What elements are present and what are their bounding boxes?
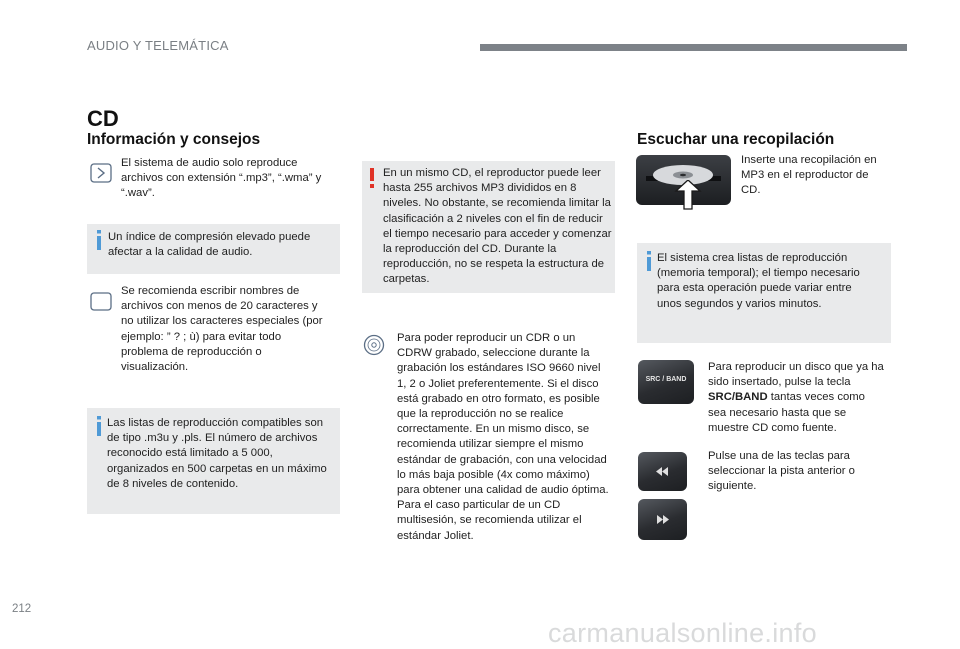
info-text-2: Las listas de reproducción compatibles son de tipo .m3u y .pls. El número de archivos reconocido está limitado a 5 000, organizados en 500 carpetas en un máximo de 8 niveles de contenido. bbox=[107, 417, 327, 490]
warning-text: En un mismo CD, el reproductor puede leer hasta 255 archivos MP3 divididos en 8 niveles. No obstante, se recomienda limitar la clasificación a 2 niveles con el fin de reducir el tiempo necesario para acceder y comenzar la reproducción del CD. Durante la reproducción, no se respeta la estructura de carpetas. bbox=[383, 167, 612, 286]
right-heading: Escuchar una recopilación bbox=[637, 131, 835, 148]
src-band-label: SRC / BAND bbox=[645, 376, 687, 383]
info-text-1: Un índice de compresión elevado puede afectar a la calidad de audio. bbox=[108, 231, 311, 259]
play-icon bbox=[90, 163, 112, 183]
src-band-button[interactable] bbox=[638, 360, 694, 404]
disc-icon bbox=[363, 334, 385, 356]
screen-icon bbox=[90, 292, 112, 312]
src-text-after: tantas veces como sea necesario hasta que se muestre CD como fuente. bbox=[708, 391, 865, 434]
insert-arrow-icon bbox=[673, 180, 703, 210]
rewind-icon bbox=[638, 452, 687, 491]
info-icon bbox=[95, 230, 103, 250]
watermark: carmanualsonline.info bbox=[548, 618, 817, 648]
previous-track-button[interactable] bbox=[638, 452, 687, 491]
middle-p3: Para poder reproducir un CDR o un CDRW grabado, seleccione durante la grabación los estándares ISO 9660 nivel 1, 2 o Joliet preferentemente. Si el disco está grabado en otro formato, es posible que la reproducción no se realice correctamente. En un mismo disco, se recomienda utilizar siempre el mismo estándar de grabación, con una velocidad lo más baja posible (4x como máximo) para obtener una calidad de audio óptima. Para el caso particular de un CD multisesión, se recomienda utilizar el estándar Joliet. bbox=[397, 332, 609, 542]
page-number: 212 bbox=[12, 603, 32, 615]
warning-icon bbox=[368, 168, 376, 188]
info-box-1 bbox=[87, 224, 340, 274]
left-p1: El sistema de audio solo reproduce archivos con extensión “.mp3”, “.wma” y “.wav”. bbox=[121, 157, 322, 200]
right-src-text bbox=[708, 360, 884, 436]
src-key-name: SRC/BAND bbox=[708, 391, 768, 404]
header-bar bbox=[480, 44, 907, 51]
right-track-text: Pulse una de las teclas para seleccionar la pista anterior o siguiente. bbox=[708, 450, 855, 493]
page-title: CD bbox=[87, 106, 119, 131]
warning-box bbox=[362, 161, 615, 293]
src-text-before: Para reproducir un disco que ya ha sido insertado, pulse la tecla bbox=[708, 361, 884, 389]
info-icon bbox=[645, 251, 653, 271]
section-header: AUDIO Y TELEMÁTICA bbox=[87, 38, 229, 53]
right-p1: Inserte una recopilación en MP3 en el reproductor de CD. bbox=[741, 154, 877, 197]
left-heading: Información y consejos bbox=[87, 131, 261, 148]
next-track-button[interactable] bbox=[638, 499, 687, 540]
info-box-3 bbox=[637, 243, 891, 343]
info-text-3: El sistema crea listas de reproducción (memoria temporal); el tiempo necesario para esta operación puede variar entre unos segundos y varios minutos. bbox=[657, 252, 860, 310]
info-box-2 bbox=[87, 408, 340, 514]
fast-forward-icon bbox=[638, 499, 687, 540]
info-icon bbox=[95, 416, 103, 436]
left-p2: Se recomienda escribir nombres de archivos con menos de 20 caracteres y no utilizar los caracteres especiales (por ejemplo: ” ? ; ù) para evitar todo problema de reproducción o visualización. bbox=[121, 285, 323, 374]
